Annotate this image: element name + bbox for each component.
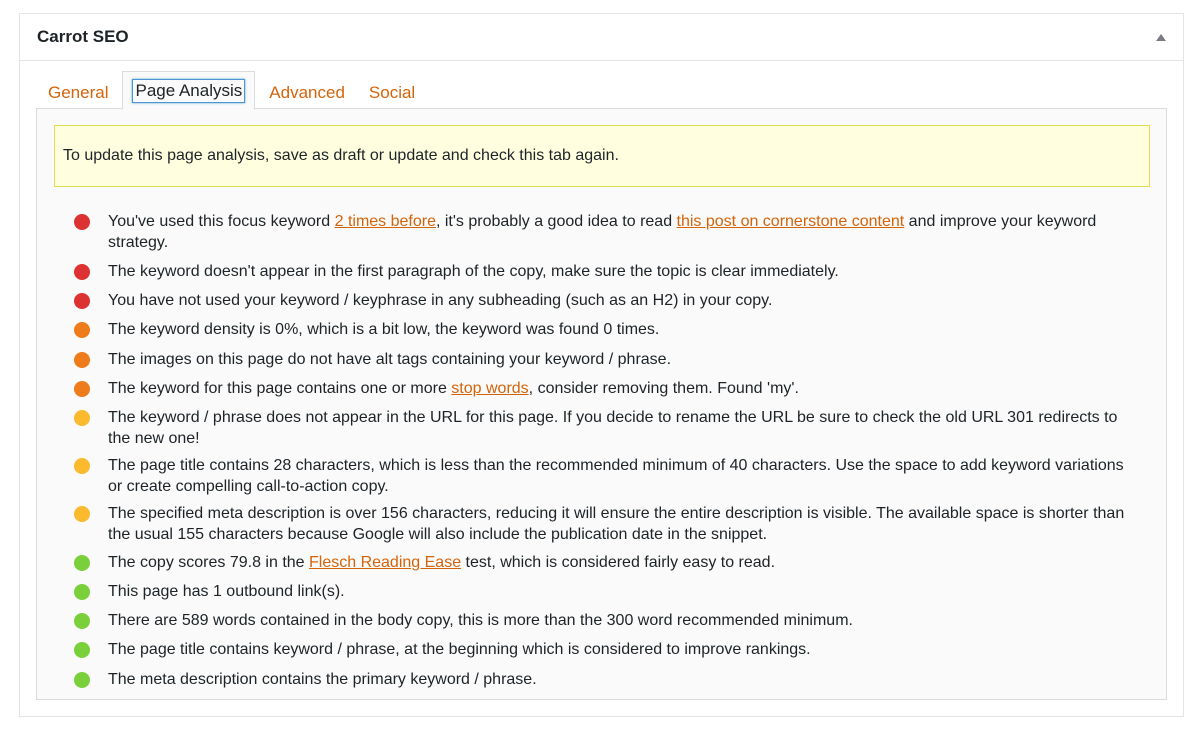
status-good-icon <box>74 672 90 688</box>
status-warn-icon <box>74 410 90 426</box>
analysis-result-item <box>37 552 1168 573</box>
result-text-part: This page has 1 outbound link(s). <box>108 583 345 600</box>
result-link[interactable]: stop words <box>451 380 529 397</box>
result-text <box>108 641 811 658</box>
result-text-part: , it's probably a good idea to read <box>435 213 677 230</box>
tab-bar <box>36 70 427 110</box>
status-good-icon <box>74 584 90 600</box>
analysis-result-item <box>37 349 1168 370</box>
status-good-icon <box>74 642 90 658</box>
tab-page-analysis[interactable] <box>122 71 255 110</box>
tab-general[interactable] <box>36 76 120 110</box>
metabox-header[interactable] <box>20 14 1183 61</box>
status-good-icon <box>74 555 90 571</box>
collapse-arrow-icon[interactable] <box>1156 34 1166 41</box>
result-text-part: The keyword doesn't appear in the first paragraph of the copy, make sure the topic is clear immediately. <box>108 263 839 280</box>
status-warn-icon <box>74 506 90 522</box>
status-warn-icon <box>74 458 90 474</box>
result-text-part: The keyword density is 0%, which is a bit low, the keyword was found 0 times. <box>108 321 660 338</box>
notice-text: To update this page analysis, save as draft or update and check this tab again. <box>63 147 619 164</box>
result-text-part: , consider removing them. Found 'my'. <box>528 380 799 397</box>
result-text <box>108 457 1124 495</box>
tab-advanced[interactable] <box>257 76 357 110</box>
analysis-result-item <box>37 639 1168 660</box>
analysis-result-item <box>37 211 1168 253</box>
result-text-part: You have not used your keyword / keyphrase in any subheading (such as an H2) in your copy. <box>108 292 773 309</box>
analysis-result-item <box>37 378 1168 399</box>
result-text <box>108 505 1124 543</box>
metabox-title: Carrot SEO <box>37 27 129 46</box>
analysis-result-item <box>37 669 1168 690</box>
status-bad-icon <box>74 264 90 280</box>
update-notice <box>54 125 1150 187</box>
seo-metabox <box>19 13 1184 717</box>
result-text-part: The keyword / phrase does not appear in the URL for this page. If you decide to rename the URL be sure to check the old URL 301 redirects to the new one! <box>108 409 1118 447</box>
status-good-icon <box>74 613 90 629</box>
result-text-part: There are 589 words contained in the body copy, this is more than the 300 word recommended minimum. <box>108 612 853 629</box>
status-ok-icon <box>74 381 90 397</box>
result-text <box>108 380 799 397</box>
result-text-part: The page title contains 28 characters, which is less than the recommended minimum of 40 characters. Use the space to add keyword variations or create compelling call-to-action copy. <box>108 457 1124 495</box>
page-analysis-panel <box>36 108 1167 700</box>
status-bad-icon <box>74 293 90 309</box>
result-text-part: The specified meta description is over 156 characters, reducing it will ensure the entire description is visible. The available space is shorter than the usual 155 characters because Google will also include the publication date in the snippet. <box>108 505 1125 543</box>
result-text-part: The copy scores 79.8 in the <box>108 554 309 571</box>
result-text <box>108 671 537 688</box>
analysis-result-item <box>37 290 1168 311</box>
tab-label: Social <box>368 83 416 102</box>
result-text-part: The page title contains keyword / phrase, at the beginning which is considered to improve rankings. <box>108 641 811 658</box>
result-text-part: The meta description contains the primary keyword / phrase. <box>108 671 537 688</box>
analysis-result-item <box>37 407 1168 449</box>
result-text <box>108 612 853 629</box>
tab-label: Page Analysis <box>132 79 245 103</box>
result-text <box>108 213 1096 251</box>
result-text-part: The keyword for this page contains one or more <box>108 380 452 397</box>
status-ok-icon <box>74 352 90 368</box>
result-text <box>108 409 1117 447</box>
result-text <box>108 263 839 280</box>
result-text-part: You've used this focus keyword <box>108 213 335 230</box>
analysis-result-item <box>37 503 1168 545</box>
result-link[interactable]: Flesch Reading Ease <box>309 554 462 571</box>
result-link[interactable]: 2 times before <box>334 213 436 230</box>
result-text <box>108 554 775 571</box>
analysis-result-item <box>37 261 1168 282</box>
result-text <box>108 583 345 600</box>
status-bad-icon <box>74 214 90 230</box>
tab-social[interactable] <box>357 76 427 110</box>
result-text <box>108 351 671 368</box>
result-text-part: The images on this page do not have alt tags containing your keyword / phrase. <box>108 351 672 368</box>
analysis-result-item <box>37 610 1168 631</box>
status-ok-icon <box>74 322 90 338</box>
result-text <box>108 321 659 338</box>
tab-label: General <box>48 83 109 102</box>
result-text <box>108 292 772 309</box>
analysis-result-item <box>37 319 1168 340</box>
tab-label: Advanced <box>269 83 345 102</box>
result-text-part: and improve your keyword strategy. <box>108 213 1097 251</box>
result-text-part: test, which is considered fairly easy to read. <box>461 554 776 571</box>
analysis-result-item <box>37 455 1168 497</box>
analysis-result-item <box>37 581 1168 602</box>
result-link[interactable]: this post on cornerstone content <box>676 213 905 230</box>
